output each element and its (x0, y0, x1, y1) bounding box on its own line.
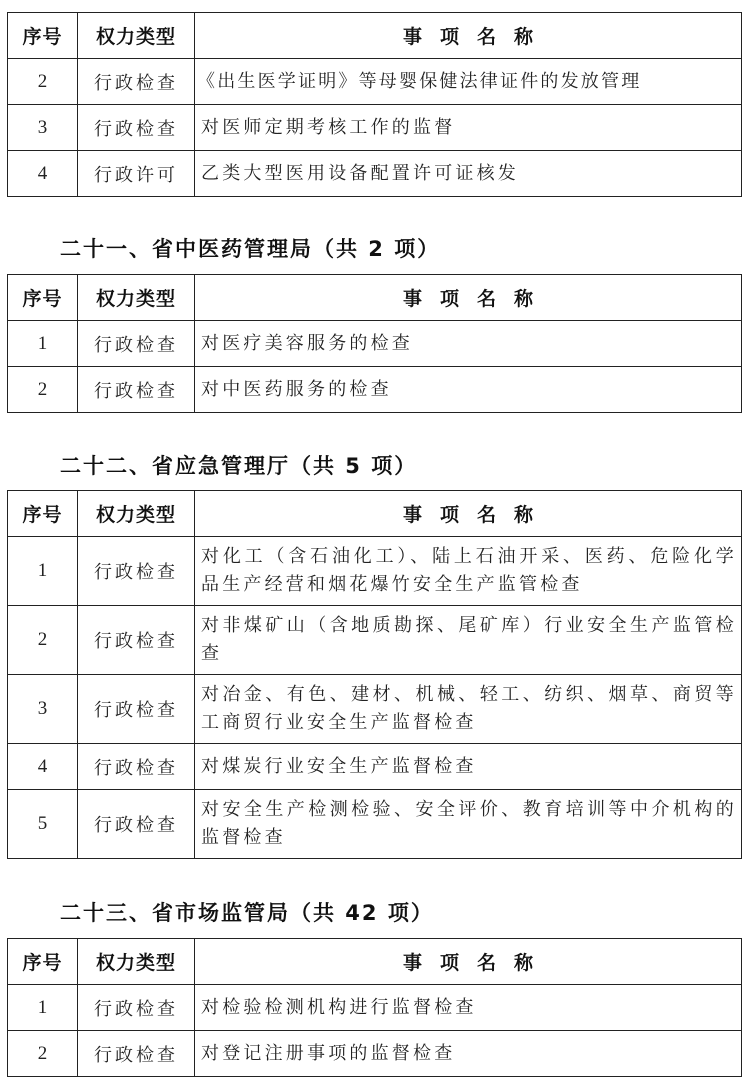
header-serial-number: 序号 (8, 939, 78, 985)
row-power-type: 行政检查 (78, 606, 195, 675)
row-power-type: 行政检查 (78, 790, 195, 859)
table-row (8, 105, 742, 151)
row-serial-number: 2 (8, 606, 78, 675)
row-serial-number: 2 (8, 59, 78, 105)
row-item-name: 对中医药服务的检查 (195, 367, 742, 413)
row-item-name: 对医师定期考核工作的监督 (195, 105, 742, 151)
table-row (8, 367, 742, 413)
row-serial-number: 4 (8, 744, 78, 790)
row-power-type: 行政检查 (78, 105, 195, 151)
table-row (8, 675, 742, 744)
row-power-type: 行政检查 (78, 537, 195, 606)
row-item-name: 对冶金、有色、建材、机械、轻工、纺织、烟草、商贸等工商贸行业安全生产监督检查 (195, 675, 742, 744)
row-serial-number: 1 (8, 985, 78, 1031)
row-serial-number: 2 (8, 367, 78, 413)
row-serial-number: 5 (8, 790, 78, 859)
header-serial-number: 序号 (8, 491, 78, 537)
section-heading-market-regulation: 二十三、省市场监管局（共 42 项） (60, 901, 434, 925)
section-heading-emergency-management: 二十二、省应急管理厅（共 5 项） (60, 454, 418, 478)
power-list-table-emergency-management (7, 490, 742, 859)
table-header-row (8, 939, 742, 985)
row-item-name: 对化工（含石油化工）、陆上石油开采、医药、危险化学品生产经营和烟花爆竹安全生产监管检查 (195, 537, 742, 606)
header-power-type: 权力类型 (78, 491, 195, 537)
table-header-row (8, 275, 742, 321)
header-item-name: 事项名称 (195, 491, 742, 537)
header-serial-number: 序号 (8, 13, 78, 59)
power-list-table-tcm-bureau (7, 274, 742, 413)
header-power-type: 权力类型 (78, 13, 195, 59)
table-header-row (8, 13, 742, 59)
table-row (8, 985, 742, 1031)
row-item-name: 《出生医学证明》等母婴保健法律证件的发放管理 (195, 59, 742, 105)
row-power-type: 行政检查 (78, 675, 195, 744)
row-power-type: 行政检查 (78, 985, 195, 1031)
table-row (8, 537, 742, 606)
power-list-table-market-regulation (7, 938, 742, 1077)
header-serial-number: 序号 (8, 275, 78, 321)
row-power-type: 行政许可 (78, 151, 195, 197)
row-serial-number: 1 (8, 537, 78, 606)
row-power-type: 行政检查 (78, 321, 195, 367)
row-item-name: 对登记注册事项的监督检查 (195, 1031, 742, 1077)
row-item-name: 对医疗美容服务的检查 (195, 321, 742, 367)
section-heading-tcm-bureau: 二十一、省中医药管理局（共 2 项） (60, 237, 441, 261)
row-serial-number: 4 (8, 151, 78, 197)
row-power-type: 行政检查 (78, 59, 195, 105)
table-row (8, 1031, 742, 1077)
table-row (8, 151, 742, 197)
table-row (8, 59, 742, 105)
row-power-type: 行政检查 (78, 744, 195, 790)
row-serial-number: 3 (8, 105, 78, 151)
header-item-name: 事项名称 (195, 275, 742, 321)
row-item-name: 对安全生产检测检验、安全评价、教育培训等中介机构的监督检查 (195, 790, 742, 859)
table-header-row (8, 491, 742, 537)
header-item-name: 事项名称 (195, 939, 742, 985)
row-item-name: 对检验检测机构进行监督检查 (195, 985, 742, 1031)
row-serial-number: 3 (8, 675, 78, 744)
header-power-type: 权力类型 (78, 275, 195, 321)
header-item-name: 事项名称 (195, 13, 742, 59)
row-serial-number: 2 (8, 1031, 78, 1077)
row-power-type: 行政检查 (78, 367, 195, 413)
row-power-type: 行政检查 (78, 1031, 195, 1077)
power-list-table-health-continued (7, 12, 742, 197)
header-power-type: 权力类型 (78, 939, 195, 985)
table-row (8, 606, 742, 675)
table-row (8, 790, 742, 859)
table-row (8, 321, 742, 367)
row-item-name: 对煤炭行业安全生产监督检查 (195, 744, 742, 790)
row-item-name: 对非煤矿山（含地质勘探、尾矿库）行业安全生产监管检查 (195, 606, 742, 675)
row-serial-number: 1 (8, 321, 78, 367)
table-row (8, 744, 742, 790)
row-item-name: 乙类大型医用设备配置许可证核发 (195, 151, 742, 197)
